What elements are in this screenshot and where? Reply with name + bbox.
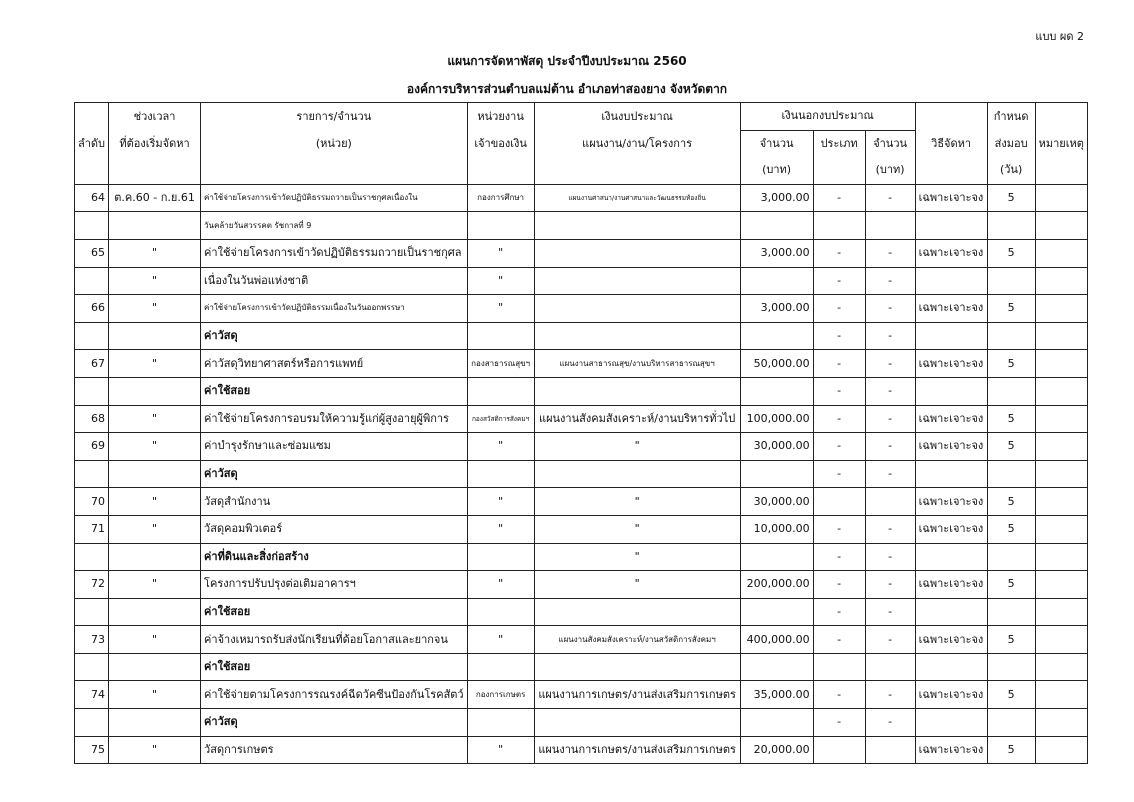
- cell-days: 5: [987, 405, 1035, 433]
- cell-period: [109, 212, 201, 240]
- header-offbudget: เงินนอกงบประมาณ: [740, 103, 915, 131]
- cell-order: 72: [75, 571, 109, 599]
- cell-item: วัสดุสำนักงาน: [201, 488, 468, 516]
- cell-days: 5: [987, 433, 1035, 461]
- cell-item: วัสดุการเกษตร: [201, 736, 468, 764]
- cell-item: โครงการปรับปรุงต่อเติมอาคารฯ: [201, 571, 468, 599]
- cell-method: เฉพาะเจาะจง: [915, 433, 987, 461]
- cell-note: [1035, 709, 1087, 737]
- cell-type: -: [813, 184, 865, 212]
- cell-days: 5: [987, 736, 1035, 764]
- cell-plan: แผนงานสังคมสังเคราะห์/งานบริหารทั่วไป: [534, 405, 740, 433]
- cell-order: [75, 653, 109, 681]
- cell-type: -: [813, 295, 865, 323]
- cell-note: [1035, 239, 1087, 267]
- cell-unit: กองสาธารณสุขฯ: [467, 350, 534, 378]
- table-row: [75, 515, 1088, 543]
- cell-amount: 3,000.00: [740, 184, 813, 212]
- cell-method: เฉพาะเจาะจง: [915, 571, 987, 599]
- cell-offamount: -: [865, 515, 915, 543]
- cell-plan: [534, 653, 740, 681]
- cell-unit: ": [467, 267, 534, 295]
- header-budget: เงินงบประมาณ: [534, 103, 740, 131]
- document-subtitle: องค์การบริหารส่วนตำบลแม่ต้าน อำเภอท่าสองยาง จังหวัดตาก: [406, 82, 728, 96]
- cell-period: [109, 322, 201, 350]
- cell-type: [813, 488, 865, 516]
- cell-amount: 30,000.00: [740, 433, 813, 461]
- cell-days: 5: [987, 571, 1035, 599]
- cell-type: -: [813, 322, 865, 350]
- cell-note: [1035, 488, 1087, 516]
- header-deadline: กำหนด: [987, 103, 1035, 131]
- cell-amount: [740, 212, 813, 240]
- cell-offamount: -: [865, 267, 915, 295]
- cell-note: [1035, 433, 1087, 461]
- cell-period: ": [109, 239, 201, 267]
- table-row: [75, 653, 1088, 681]
- cell-item: ค่าวัสดุ: [201, 709, 468, 737]
- cell-plan: แผนงานศาสนา/งานศาสนาและวัฒนธรรมท้องถิ่น: [534, 184, 740, 212]
- cell-offamount: -: [865, 295, 915, 323]
- cell-method: [915, 543, 987, 571]
- cell-type: -: [813, 571, 865, 599]
- cell-type: -: [813, 377, 865, 405]
- cell-method: [915, 709, 987, 737]
- cell-period: ": [109, 571, 201, 599]
- cell-days: 5: [987, 626, 1035, 654]
- cell-offamount: -: [865, 681, 915, 709]
- cell-item: ค่าที่ดินและสิ่งก่อสร้าง: [201, 543, 468, 571]
- cell-method: เฉพาะเจาะจง: [915, 405, 987, 433]
- header-amount-unit: (บาท): [740, 157, 813, 184]
- cell-item: ค่าจ้างเหมารถรับส่งนักเรียนที่ด้อยโอกาสและยากจน: [201, 626, 468, 654]
- cell-method: [915, 212, 987, 240]
- cell-type: -: [813, 681, 865, 709]
- table-row: [75, 488, 1088, 516]
- cell-unit: [467, 460, 534, 488]
- cell-type: [813, 736, 865, 764]
- table-row: [75, 350, 1088, 378]
- cell-plan: แผนงานสาธารณสุข/งานบริหารสาธารณสุขฯ: [534, 350, 740, 378]
- cell-unit: ": [467, 571, 534, 599]
- cell-unit: [467, 598, 534, 626]
- header-blank: [109, 157, 201, 184]
- cell-item: ค่าใช้สอย: [201, 377, 468, 405]
- cell-unit: [467, 653, 534, 681]
- cell-item: ค่าใช้สอย: [201, 598, 468, 626]
- cell-unit: กองการศึกษา: [467, 184, 534, 212]
- cell-period: [109, 377, 201, 405]
- cell-note: [1035, 626, 1087, 654]
- cell-unit: ": [467, 433, 534, 461]
- header-blank: [813, 157, 865, 184]
- cell-days: [987, 598, 1035, 626]
- cell-period: [109, 709, 201, 737]
- header-blank: [201, 157, 468, 184]
- cell-days: 5: [987, 515, 1035, 543]
- cell-unit: กองการเกษตร: [467, 681, 534, 709]
- cell-offamount: [865, 653, 915, 681]
- cell-plan: [534, 460, 740, 488]
- header-type: ประเภท: [813, 130, 865, 157]
- cell-offamount: -: [865, 433, 915, 461]
- cell-days: [987, 377, 1035, 405]
- cell-amount: 100,000.00: [740, 405, 813, 433]
- cell-days: 5: [987, 681, 1035, 709]
- cell-note: [1035, 405, 1087, 433]
- header-order-blank: [75, 103, 109, 131]
- table-row: [75, 212, 1088, 240]
- table-row: [75, 267, 1088, 295]
- cell-note: [1035, 598, 1087, 626]
- header-deadline-unit: (วัน): [987, 157, 1035, 184]
- cell-unit: กองสวัสดิการสังคมฯ: [467, 405, 534, 433]
- cell-order: 69: [75, 433, 109, 461]
- cell-order: [75, 377, 109, 405]
- header-blank: [75, 157, 109, 184]
- cell-item: ค่าใช้จ่ายโครงการเข้าวัดปฏิบัติธรรมถวายเป็นราชกุศลเนื่องใน: [201, 184, 468, 212]
- header-method: วิธีจัดหา: [915, 130, 987, 157]
- table-row: [75, 377, 1088, 405]
- cell-amount: 3,000.00: [740, 239, 813, 267]
- cell-order: 64: [75, 184, 109, 212]
- table-row: [75, 239, 1088, 267]
- cell-days: [987, 267, 1035, 295]
- cell-order: 71: [75, 515, 109, 543]
- cell-item: เนื่องในวันพ่อแห่งชาติ: [201, 267, 468, 295]
- cell-amount: 50,000.00: [740, 350, 813, 378]
- cell-method: เฉพาะเจาะจง: [915, 239, 987, 267]
- cell-item: ค่าใช้จ่ายตามโครงการรณรงค์ฉีดวัคซีนป้องกันโรคสัตว์: [201, 681, 468, 709]
- cell-item: ค่าบำรุงรักษาและซ่อมแซม: [201, 433, 468, 461]
- document-title: แผนการจัดหาพัสดุ ประจำปีงบประมาณ 2560: [447, 54, 687, 68]
- cell-days: [987, 543, 1035, 571]
- cell-order: 65: [75, 239, 109, 267]
- cell-amount: [740, 460, 813, 488]
- table-row: [75, 460, 1088, 488]
- table-row: [75, 681, 1088, 709]
- cell-note: [1035, 571, 1087, 599]
- cell-offamount: -: [865, 460, 915, 488]
- header-order: ลำดับ: [75, 130, 109, 157]
- cell-order: [75, 322, 109, 350]
- cell-plan: ": [534, 515, 740, 543]
- cell-offamount: -: [865, 184, 915, 212]
- cell-plan: [534, 295, 740, 323]
- cell-unit: ": [467, 239, 534, 267]
- cell-offamount: -: [865, 405, 915, 433]
- table-row: [75, 571, 1088, 599]
- cell-method: [915, 267, 987, 295]
- cell-period: ": [109, 295, 201, 323]
- cell-period: [109, 460, 201, 488]
- cell-order: [75, 709, 109, 737]
- cell-plan: ": [534, 543, 740, 571]
- header-blank: [1035, 157, 1087, 184]
- header-period: ช่วงเวลา: [109, 103, 201, 131]
- cell-plan: [534, 267, 740, 295]
- header-unit: หน่วยงาน: [467, 103, 534, 131]
- header-period-2: ที่ต้องเริ่มจัดหา: [109, 130, 201, 157]
- cell-days: 5: [987, 239, 1035, 267]
- cell-period: ": [109, 433, 201, 461]
- header-budget-2: แผนงาน/งาน/โครงการ: [534, 130, 740, 157]
- cell-amount: [740, 653, 813, 681]
- cell-amount: [740, 267, 813, 295]
- cell-order: 67: [75, 350, 109, 378]
- cell-amount: 35,000.00: [740, 681, 813, 709]
- cell-order: [75, 460, 109, 488]
- cell-order: 75: [75, 736, 109, 764]
- table-row: [75, 295, 1088, 323]
- cell-plan: [534, 212, 740, 240]
- cell-type: -: [813, 433, 865, 461]
- table-row: [75, 184, 1088, 212]
- header-blank: [915, 157, 987, 184]
- cell-note: [1035, 212, 1087, 240]
- cell-method: เฉพาะเจาะจง: [915, 515, 987, 543]
- cell-amount: [740, 598, 813, 626]
- cell-period: [109, 598, 201, 626]
- cell-type: [813, 212, 865, 240]
- cell-period: ": [109, 736, 201, 764]
- cell-order: 66: [75, 295, 109, 323]
- cell-period: ": [109, 681, 201, 709]
- cell-order: 74: [75, 681, 109, 709]
- cell-type: -: [813, 598, 865, 626]
- cell-note: [1035, 681, 1087, 709]
- cell-period: ต.ค.60 - ก.ย.61: [109, 184, 201, 212]
- cell-plan: [534, 709, 740, 737]
- header-unit-2: เจ้าของเงิน: [467, 130, 534, 157]
- cell-method: เฉพาะเจาะจง: [915, 184, 987, 212]
- table-row: [75, 405, 1088, 433]
- cell-period: ": [109, 405, 201, 433]
- cell-method: [915, 460, 987, 488]
- cell-plan: [534, 598, 740, 626]
- procurement-table: [74, 102, 1088, 764]
- cell-item: ค่าใช้จ่ายโครงการอบรมให้ความรู้แก่ผู้สูงอายุผู้พิการ: [201, 405, 468, 433]
- cell-offamount: -: [865, 322, 915, 350]
- cell-item: วันคล้ายวันสวรรคต รัชกาลที่ 9: [201, 212, 468, 240]
- table-row: [75, 626, 1088, 654]
- cell-note: [1035, 267, 1087, 295]
- cell-order: [75, 267, 109, 295]
- header-item-2: (หน่วย): [201, 130, 468, 157]
- cell-note: [1035, 515, 1087, 543]
- cell-type: -: [813, 267, 865, 295]
- table-row: [75, 433, 1088, 461]
- cell-note: [1035, 295, 1087, 323]
- cell-period: [109, 653, 201, 681]
- cell-unit: [467, 212, 534, 240]
- cell-type: -: [813, 405, 865, 433]
- cell-period: ": [109, 515, 201, 543]
- table-body: [75, 184, 1088, 763]
- header-note: หมายเหตุ: [1035, 130, 1087, 157]
- cell-note: [1035, 322, 1087, 350]
- table-row: [75, 322, 1088, 350]
- cell-method: เฉพาะเจาะจง: [915, 681, 987, 709]
- cell-offamount: -: [865, 598, 915, 626]
- cell-plan: ": [534, 433, 740, 461]
- cell-order: [75, 598, 109, 626]
- cell-note: [1035, 460, 1087, 488]
- table-header: [75, 103, 1088, 185]
- cell-offamount: -: [865, 626, 915, 654]
- header-note-blank: [1035, 103, 1087, 131]
- cell-days: 5: [987, 488, 1035, 516]
- cell-offamount: -: [865, 543, 915, 571]
- cell-unit: [467, 322, 534, 350]
- cell-period: ": [109, 350, 201, 378]
- cell-type: -: [813, 515, 865, 543]
- cell-period: ": [109, 488, 201, 516]
- cell-amount: 30,000.00: [740, 488, 813, 516]
- cell-method: [915, 377, 987, 405]
- cell-method: [915, 598, 987, 626]
- cell-amount: [740, 377, 813, 405]
- cell-offamount: [865, 488, 915, 516]
- cell-offamount: [865, 736, 915, 764]
- cell-days: 5: [987, 184, 1035, 212]
- table-row: [75, 736, 1088, 764]
- form-code: แบบ ผด 2: [1035, 30, 1084, 43]
- cell-note: [1035, 653, 1087, 681]
- cell-offamount: [865, 212, 915, 240]
- cell-order: [75, 212, 109, 240]
- cell-item: ค่าวัสดุวิทยาศาสตร์หรือการแพทย์: [201, 350, 468, 378]
- cell-method: เฉพาะเจาะจง: [915, 736, 987, 764]
- table-row: [75, 598, 1088, 626]
- cell-unit: [467, 709, 534, 737]
- cell-unit: ": [467, 626, 534, 654]
- cell-offamount: -: [865, 377, 915, 405]
- cell-days: [987, 322, 1035, 350]
- cell-amount: [740, 322, 813, 350]
- cell-plan: [534, 239, 740, 267]
- cell-offamount: -: [865, 239, 915, 267]
- cell-type: -: [813, 350, 865, 378]
- cell-period: [109, 543, 201, 571]
- header-method-blank: [915, 103, 987, 131]
- cell-item: ค่าใช้จ่ายโครงการเข้าวัดปฏิบัติธรรมถวายเป็นราชกุศล: [201, 239, 468, 267]
- cell-period: ": [109, 626, 201, 654]
- cell-item: ค่าใช้จ่ายโครงการเข้าวัดปฏิบัติธรรมเนื่องในวันออกพรรษา: [201, 295, 468, 323]
- cell-method: เฉพาะเจาะจง: [915, 350, 987, 378]
- cell-unit: [467, 377, 534, 405]
- cell-method: เฉพาะเจาะจง: [915, 626, 987, 654]
- cell-unit: ": [467, 488, 534, 516]
- cell-amount: 400,000.00: [740, 626, 813, 654]
- cell-offamount: -: [865, 571, 915, 599]
- cell-amount: [740, 709, 813, 737]
- cell-plan: แผนงานการเกษตร/งานส่งเสริมการเกษตร: [534, 681, 740, 709]
- cell-order: 70: [75, 488, 109, 516]
- header-item: รายการ/จำนวน: [201, 103, 468, 131]
- table-row: [75, 543, 1088, 571]
- cell-plan: [534, 322, 740, 350]
- cell-days: [987, 460, 1035, 488]
- cell-type: -: [813, 460, 865, 488]
- cell-days: [987, 212, 1035, 240]
- header-blank: [534, 157, 740, 184]
- cell-plan: [534, 377, 740, 405]
- cell-order: 68: [75, 405, 109, 433]
- cell-period: ": [109, 267, 201, 295]
- cell-amount: 10,000.00: [740, 515, 813, 543]
- cell-item: ค่าใช้สอย: [201, 653, 468, 681]
- cell-type: -: [813, 543, 865, 571]
- cell-type: -: [813, 709, 865, 737]
- cell-item: วัสดุคอมพิวเตอร์: [201, 515, 468, 543]
- cell-amount: [740, 543, 813, 571]
- cell-note: [1035, 543, 1087, 571]
- header-deadline-2: ส่งมอบ: [987, 130, 1035, 157]
- cell-plan: แผนงานสังคมสังเคราะห์/งานสวัสดิการสังคมฯ: [534, 626, 740, 654]
- header-offamount: จำนวน: [865, 130, 915, 157]
- cell-type: -: [813, 239, 865, 267]
- cell-order: 73: [75, 626, 109, 654]
- cell-method: เฉพาะเจาะจง: [915, 488, 987, 516]
- cell-type: -: [813, 626, 865, 654]
- cell-unit: ": [467, 295, 534, 323]
- cell-days: 5: [987, 295, 1035, 323]
- cell-offamount: -: [865, 709, 915, 737]
- cell-plan: แผนงานการเกษตร/งานส่งเสริมการเกษตร: [534, 736, 740, 764]
- cell-unit: [467, 543, 534, 571]
- cell-unit: ": [467, 736, 534, 764]
- cell-offamount: -: [865, 350, 915, 378]
- cell-note: [1035, 377, 1087, 405]
- cell-note: [1035, 350, 1087, 378]
- cell-days: [987, 709, 1035, 737]
- cell-item: ค่าวัสดุ: [201, 322, 468, 350]
- cell-unit: ": [467, 515, 534, 543]
- cell-days: [987, 653, 1035, 681]
- cell-amount: 200,000.00: [740, 571, 813, 599]
- table-row: [75, 709, 1088, 737]
- cell-note: [1035, 184, 1087, 212]
- header-amount: จำนวน: [740, 130, 813, 157]
- cell-plan: ": [534, 488, 740, 516]
- cell-order: [75, 543, 109, 571]
- cell-method: [915, 322, 987, 350]
- cell-amount: 3,000.00: [740, 295, 813, 323]
- cell-note: [1035, 736, 1087, 764]
- cell-type: [813, 653, 865, 681]
- cell-method: เฉพาะเจาะจง: [915, 295, 987, 323]
- header-blank: [467, 157, 534, 184]
- cell-method: [915, 653, 987, 681]
- cell-days: 5: [987, 350, 1035, 378]
- cell-item: ค่าวัสดุ: [201, 460, 468, 488]
- header-offamount-unit: (บาท): [865, 157, 915, 184]
- cell-plan: ": [534, 571, 740, 599]
- cell-amount: 20,000.00: [740, 736, 813, 764]
